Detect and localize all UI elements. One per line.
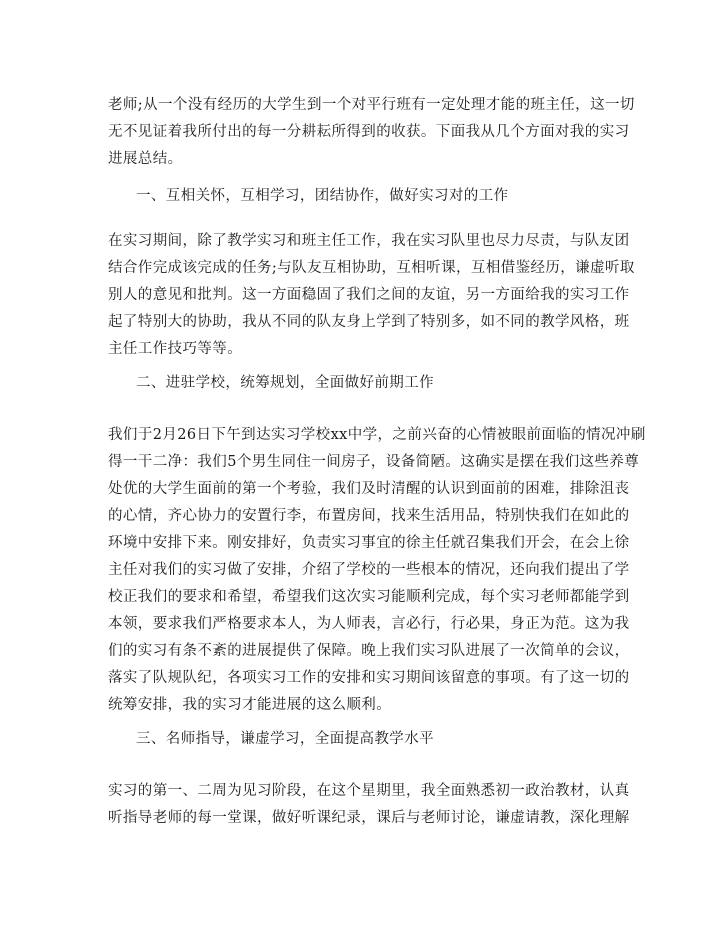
text-line: 主任对我们的实习做了安排，介绍了学校的一些根本的情况，还向我们提出了学 [108, 562, 630, 578]
text-line: 结合作完成该完成的任务;与队友互相协助，互相听课，互相借鉴经历，谦虚听取 [108, 260, 635, 276]
text-line: 环境中安排下来。刚安排好，负责实习事宜的徐主任就召集我们开会，在会上徐 [108, 535, 630, 551]
text-line: 本领，要求我们严格要求本人，为人师表，言必行，行必果，身正为范。这为我 [108, 616, 630, 632]
text-line: 处优的大学生面前的第一个考验，我们及时清醒的认识到面前的困难，排除沮丧 [108, 481, 630, 497]
text-line: 老师;从一个没有经历的大学生到一个对平行班有一定处理才能的班主任，这一切 [108, 97, 635, 113]
text-line: 无不见证着我所付出的每一分耕耘所得到的收获。下面我从几个方面对我的实习 [108, 124, 630, 140]
paragraph-intro [108, 92, 635, 173]
text-line: 的心情，齐心协力的安置行李，布置房间，找来生活用品，特别快我们在如此的 [108, 508, 630, 524]
section-heading-2: 二、进驻学校，统筹规划，全面做好前期工作 [136, 375, 434, 391]
paragraph-observation [108, 778, 630, 832]
text-line: 得一干二净：我们5个男生同住一间房子，设备简陋。这确实是摆在我们这些养尊 [108, 454, 640, 470]
text-line: 落实了队规队纪，各项实习工作的安排和实习期间该留意的事项。有了这一切的 [108, 670, 630, 686]
section-heading-3: 三、名师指导，谦虚学习，全面提高教学水平 [136, 731, 434, 747]
text-line: 统筹安排，我的实习才能进展的这么顺利。 [108, 697, 392, 713]
text-line: 进展总结。 [108, 151, 183, 167]
text-line: 我们于2月26日下午到达实习学校xx中学，之前兴奋的心情被眼前面临的情况冲刷 [108, 427, 646, 443]
text-line: 听指导老师的每一堂课，做好听课纪录，课后与老师讨论，谦虚请教，深化理解 [108, 810, 630, 826]
paragraph-teamwork [108, 228, 635, 363]
text-line: 实习的第一、二周为见习阶段，在这个星期里，我全面熟悉初一政治教材，认真 [108, 783, 630, 799]
text-line: 主任工作技巧等等。 [108, 341, 243, 357]
section-heading-1: 一、互相关怀，互相学习，团结协作，做好实习对的工作 [136, 188, 509, 204]
text-line: 在实习期间，除了教学实习和班主任工作，我在实习队里也尽力尽责，与队友团 [108, 233, 630, 249]
text-line: 别人的意见和批判。这一方面稳固了我们之间的友谊，另一方面给我的实习工作 [108, 287, 630, 303]
text-line: 起了特别大的协助，我从不同的队友身上学到了特别多，如不同的教学风格，班 [108, 314, 630, 330]
text-line: 们的实习有条不紊的进展提供了保障。晚上我们实习队进展了一次简单的会议， [108, 643, 630, 659]
paragraph-arrival [108, 422, 646, 719]
text-line: 校正我们的要求和希望，希望我们这次实习能顺利完成，每个实习老师都能学到 [108, 589, 630, 605]
